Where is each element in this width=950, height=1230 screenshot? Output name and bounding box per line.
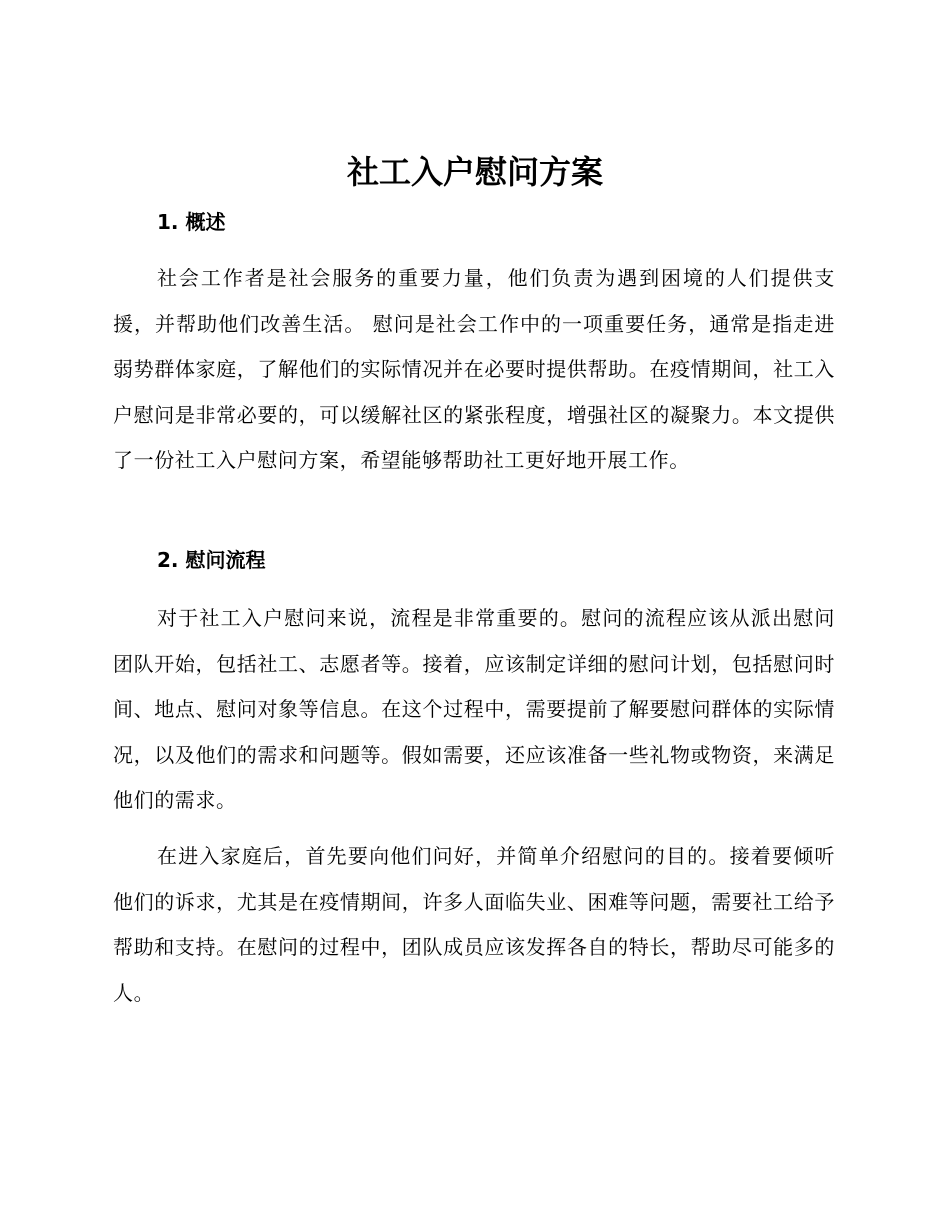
section-heading-process: 2. 慰问流程 (157, 548, 266, 572)
paragraph-process-2: 在进入家庭后，首先要向他们问好，并简单介绍慰问的目的。接着要倾听他们的诉求，尤其是在疫情期间，许多人面临失业、困难等问题，需要社工给予帮助和支持。在慰问的过程中，团队成员应该发挥各自的特长，帮助尽可能多的人。 (113, 844, 835, 1005)
paragraph-process-1: 对于社工入户慰问来说，流程是非常重要的。慰问的流程应该从派出慰问团队开始，包括社工、志愿者等。接着，应该制定详细的慰问计划，包括慰问时间、地点、慰问对象等信息。在这个过程中，需要提前了解要慰问群体的实际情况，以及他们的需求和问题等。假如需要，还应该准备一些礼物或物资，来满足他们的需求。 (113, 606, 835, 812)
paragraph-overview: 社会工作者是社会服务的重要力量，他们负责为遇到困境的人们提供支援，并帮助他们改善生活。 慰问是社会工作中的一项重要任务，通常是指走进弱势群体家庭，了解他们的实际情况并在必要时提供帮助。在疫情期间，社工入户慰问是非常必要的，可以缓解社区的紧张程度，增强社区的凝聚力。本文提供了一份社工入户慰问方案，希望能够帮助社工更好地开展工作。 (113, 266, 835, 472)
section-heading-overview: 1. 概述 (157, 210, 226, 234)
document-title: 社工入户慰问方案 (346, 153, 603, 191)
